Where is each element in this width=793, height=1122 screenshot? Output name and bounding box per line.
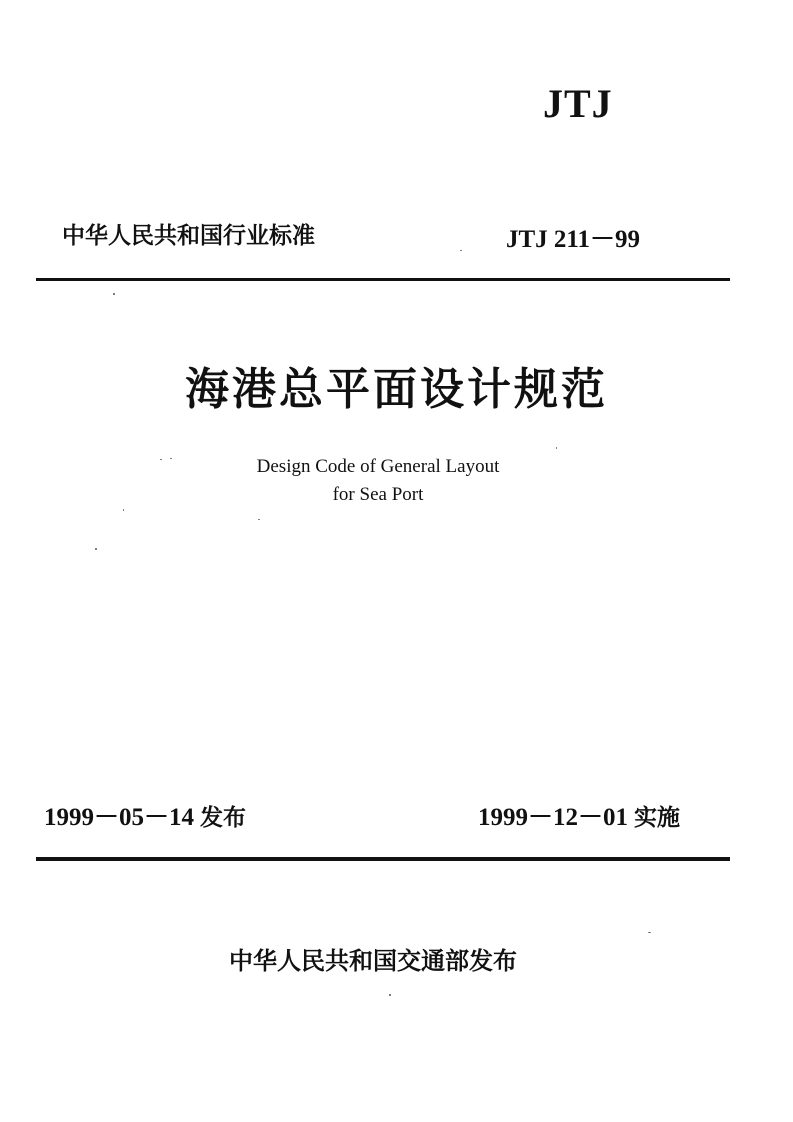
implementation-date-block (478, 797, 680, 833)
scan-speck (123, 509, 124, 511)
scan-speck (160, 459, 162, 460)
top-divider (36, 278, 730, 281)
industry-standard-label: 中华人民共和国行业标准 (62, 223, 315, 249)
code-mark: JTJ (543, 81, 613, 126)
document-title-chinese: 海港总平面设计规范 (185, 364, 608, 415)
scan-speck (113, 293, 115, 295)
publisher: 中华人民共和国交通部发布 (229, 947, 517, 975)
standard-number: JTJ 211－99 (506, 226, 641, 253)
scan-speck (258, 519, 260, 520)
issue-date-block (44, 797, 246, 833)
bottom-divider (36, 857, 730, 861)
scan-speck (460, 250, 462, 251)
scan-speck (95, 548, 97, 550)
scan-speck (389, 994, 391, 996)
english-title-line-1: Design Code of General Layout (256, 456, 500, 477)
issue-label: 发布 (200, 805, 247, 831)
english-title-line-2: for Sea Port (332, 484, 424, 505)
document-title-english (0, 453, 756, 509)
scan-speck (556, 447, 557, 449)
issue-date: 1999－05－14 (44, 804, 195, 831)
scan-speck (170, 458, 172, 459)
implementation-date: 1999－12－01 (478, 804, 629, 831)
implementation-label: 实施 (634, 805, 681, 831)
scan-speck (648, 932, 651, 933)
